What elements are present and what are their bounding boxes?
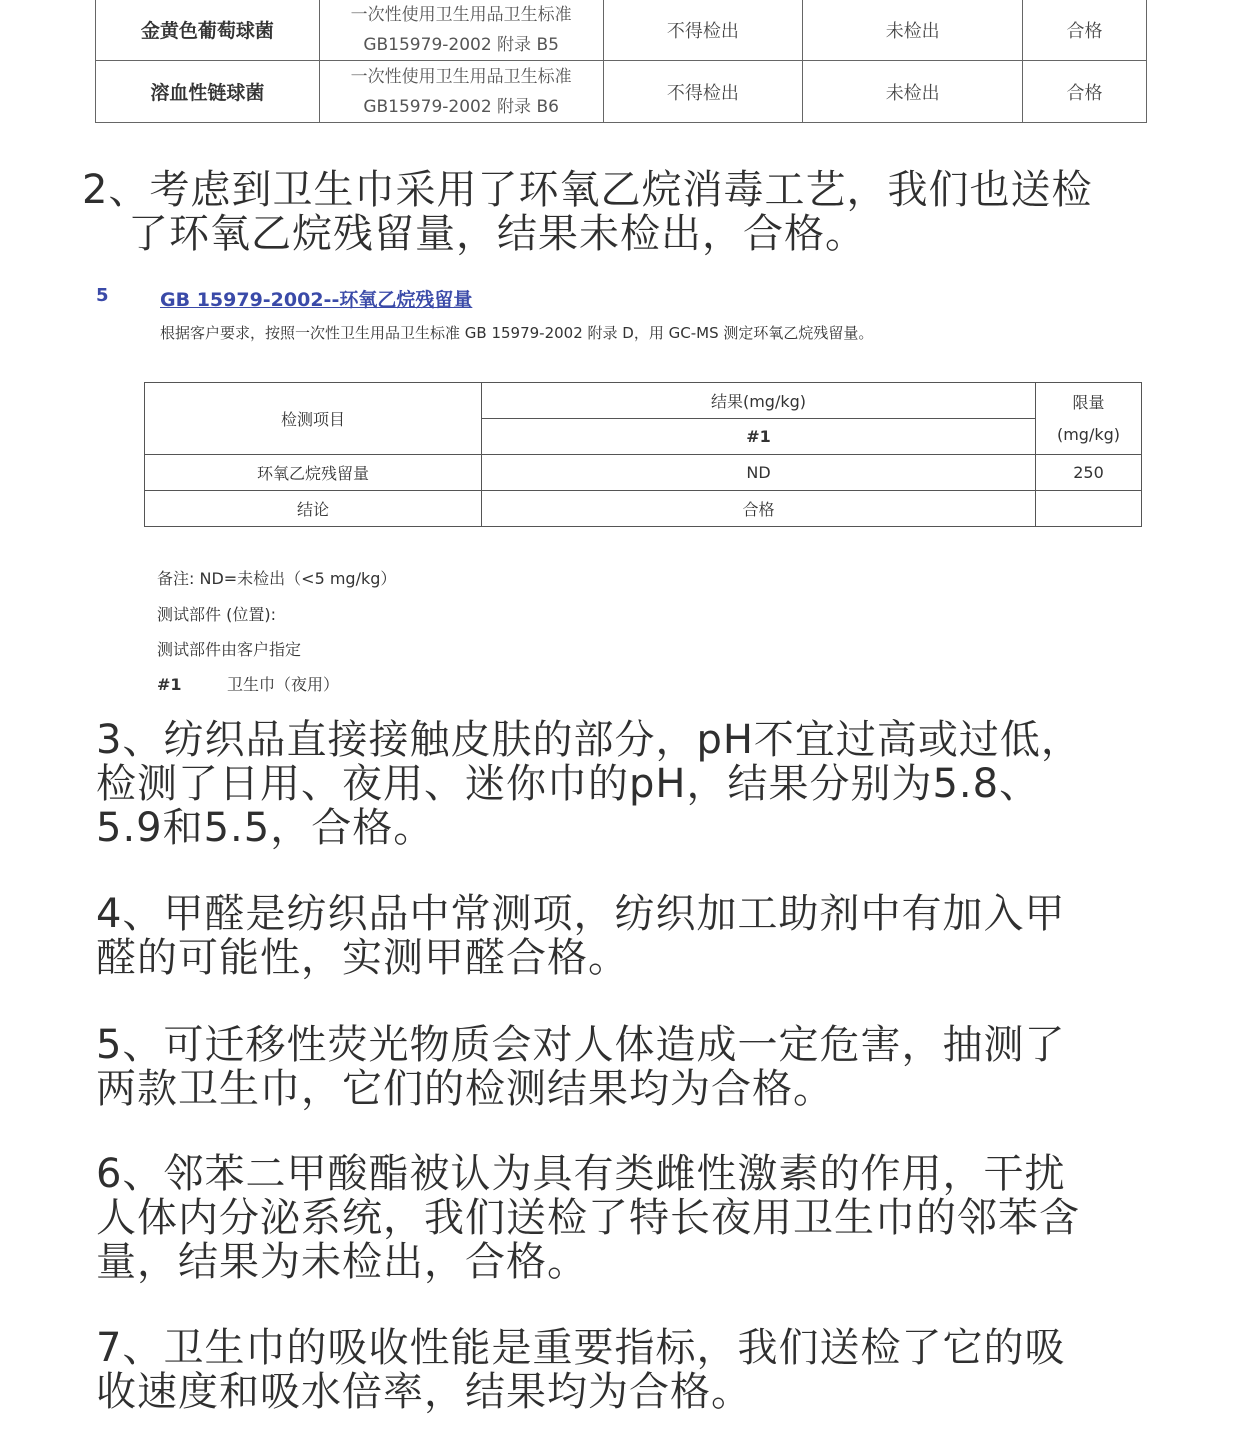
- sample-tag: #1: [157, 675, 182, 694]
- paragraph-line: 了环氧乙烷残留量，结果未检出，合格。: [128, 211, 866, 257]
- paragraph-7: [96, 1326, 1065, 1414]
- test-standard: [319, 0, 603, 61]
- paragraph-line: 量，结果为未检出，合格。: [96, 1239, 588, 1285]
- sample-name: 卫生巾（夜用）: [227, 675, 340, 694]
- test-conclusion: 合格: [1023, 0, 1147, 61]
- standard-line1: 一次性使用卫生用品卫生标准: [350, 4, 572, 25]
- test-result: 未检出: [803, 0, 1023, 61]
- note-text: 备注: ND=未检出（<5 mg/kg）: [157, 569, 397, 588]
- result-header: 结果(mg/kg): [482, 383, 1036, 419]
- table-row: [96, 0, 1147, 61]
- test-requirement: 不得检出: [603, 0, 803, 61]
- paragraph-6: [96, 1152, 1080, 1284]
- standard-line2: GB15979-2002 附录 B6: [363, 96, 559, 117]
- paragraph-4: [96, 892, 1065, 980]
- test-requirement: 不得检出: [603, 61, 803, 123]
- paragraph-line: 人体内分泌系统，我们送检了特长夜用卫生巾的邻苯含: [96, 1195, 1080, 1241]
- standard-line2: GB15979-2002 附录 B5: [363, 34, 559, 55]
- empty-cell: [1036, 491, 1142, 527]
- sample-header: #1: [482, 419, 1036, 455]
- row-limit: 250: [1036, 455, 1142, 491]
- row-result: ND: [482, 455, 1036, 491]
- paragraph-line: 5、可迁移性荧光物质会对人体造成一定危害，抽测了: [96, 1022, 1066, 1068]
- item-header: 检测项目: [145, 383, 482, 455]
- paragraph-line: 2、考虑到卫生巾采用了环氧乙烷消毒工艺，我们也送检: [82, 167, 1093, 213]
- test-item-name: 金黄色葡萄球菌: [96, 0, 320, 61]
- table-row: [145, 491, 1142, 527]
- test-item-name: 溶血性链球菌: [96, 61, 320, 123]
- paragraph-line: 6、邻苯二甲酸酯被认为具有类雌性激素的作用，干扰: [96, 1151, 1066, 1197]
- paragraph-line: 醛的可能性，实测甲醛合格。: [96, 935, 629, 981]
- test-result: 未检出: [803, 61, 1023, 123]
- sample-line: [157, 672, 339, 695]
- table-row: [96, 61, 1147, 123]
- limit-header-line1: 限量: [1072, 392, 1105, 412]
- paragraph-line: 两款卫生巾，它们的检测结果均为合格。: [96, 1066, 834, 1112]
- paragraph-line: 4、甲醛是纺织品中常测项，纺织加工助剂中有加入甲: [96, 891, 1066, 937]
- test-part-desc: 测试部件由客户指定: [157, 640, 302, 659]
- microbe-test-table: [95, 0, 1147, 123]
- limit-header: [1036, 383, 1142, 455]
- row-item: 环氧乙烷残留量: [145, 455, 482, 491]
- paragraph-line: 5.9和5.5，合格。: [96, 805, 435, 851]
- table-row: [145, 455, 1142, 491]
- section-title: GB 15979-2002--环氧乙烷残留量: [160, 289, 473, 311]
- conclusion-label: 结论: [145, 491, 482, 527]
- test-conclusion: 合格: [1023, 61, 1147, 123]
- limit-header-line2: (mg/kg): [1056, 424, 1121, 444]
- table-header-row: [145, 383, 1142, 419]
- standard-line1: 一次性使用卫生用品卫生标准: [350, 66, 572, 87]
- paragraph-line: 7、卫生巾的吸收性能是重要指标，我们送检了它的吸: [96, 1325, 1066, 1371]
- paragraph-line: 3、纺织品直接接触皮肤的部分，pH不宜过高或过低，: [96, 717, 1082, 763]
- paragraph-line: 检测了日用、夜用、迷你巾的pH，结果分别为5.8、: [96, 761, 1041, 807]
- paragraph-2: [82, 168, 1092, 256]
- test-part-label: 测试部件 (位置):: [157, 605, 276, 624]
- paragraph-5: [96, 1023, 1065, 1111]
- test-standard: [319, 61, 603, 123]
- conclusion-value: 合格: [482, 491, 1036, 527]
- section-number: 5: [96, 285, 109, 306]
- eo-residue-table: [144, 382, 1142, 527]
- paragraph-line: 收速度和吸水倍率，结果均为合格。: [96, 1369, 752, 1415]
- paragraph-3: [96, 718, 1082, 850]
- section-description: 根据客户要求，按照一次性卫生用品卫生标准 GB 15979-2002 附录 D，用 GC-MS 测定环氧乙烷残留量。: [160, 324, 874, 342]
